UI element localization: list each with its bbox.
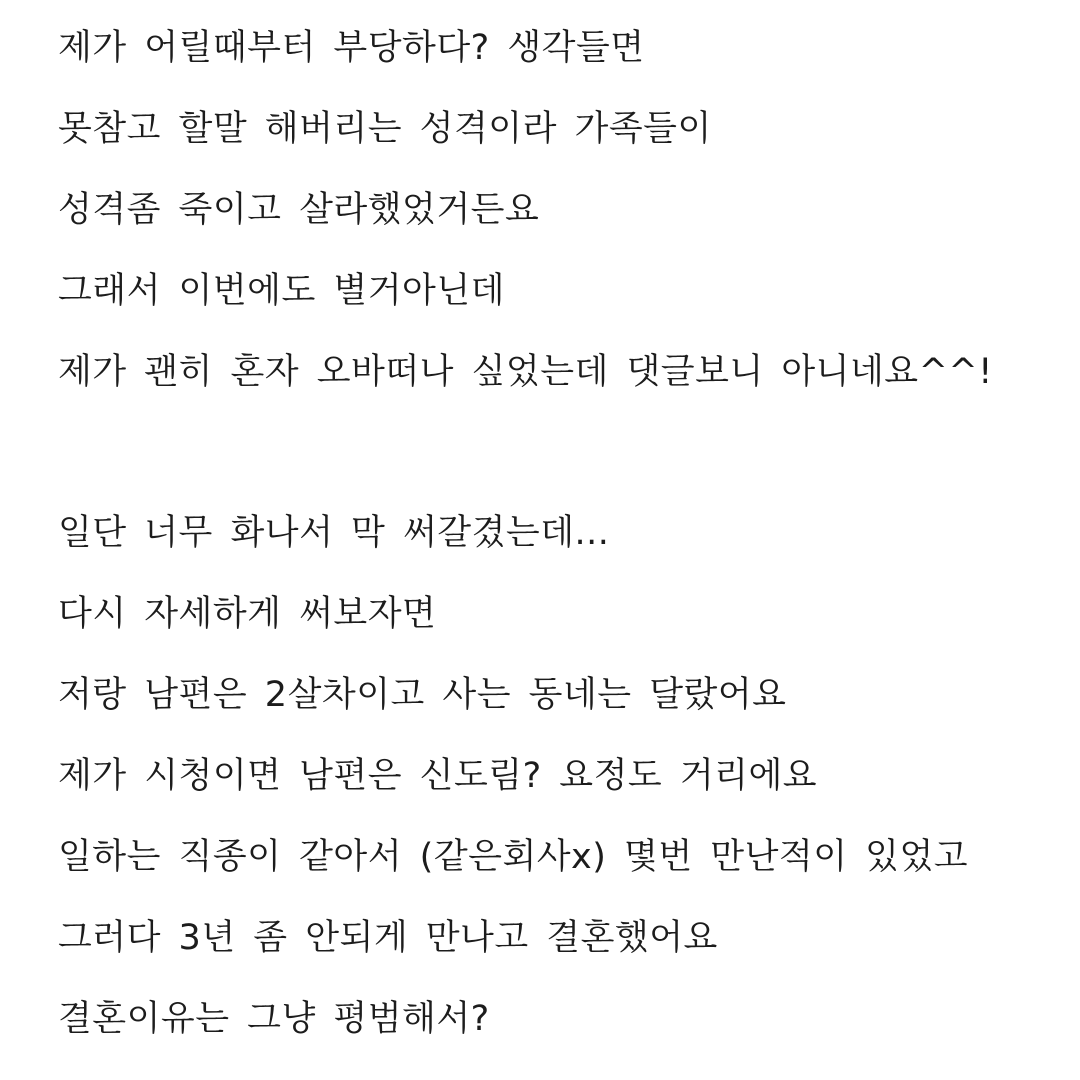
text-line: 못참고 할말 해버리는 성격이라 가족들이 [58,109,712,149]
text-line: 일하는 직종이 같아서 (같은회사x) 몇번 만난적이 있었고 [58,837,969,877]
text-line: 일단 너무 화나서 막 써갈겼는데... [58,513,610,553]
text-line: 그래서 이번에도 별거아닌데 [58,271,505,311]
text-line: 저랑 남편은 2살차이고 사는 동네는 달랐어요 [58,675,787,715]
text-line: 그러다 3년 좀 안되게 만나고 결혼했어요 [58,918,718,958]
paragraph-1 [58,22,1058,427]
text-line: 제가 괜히 혼자 오바떠나 싶었는데 댓글보니 아니네요^^! [58,352,993,392]
text-line: 결혼이유는 그냥 평범해서? [58,999,490,1039]
paragraph-2 [58,507,1058,1074]
text-line: 제가 어릴때부터 부당하다? 생각들면 [58,28,645,68]
text-line: 제가 시청이면 남편은 신도림? 요정도 거리에요 [58,756,818,796]
text-line: 다시 자세하게 써보자면 [58,594,437,634]
text-line: 성격좀 죽이고 살라했었거든요 [58,190,540,230]
